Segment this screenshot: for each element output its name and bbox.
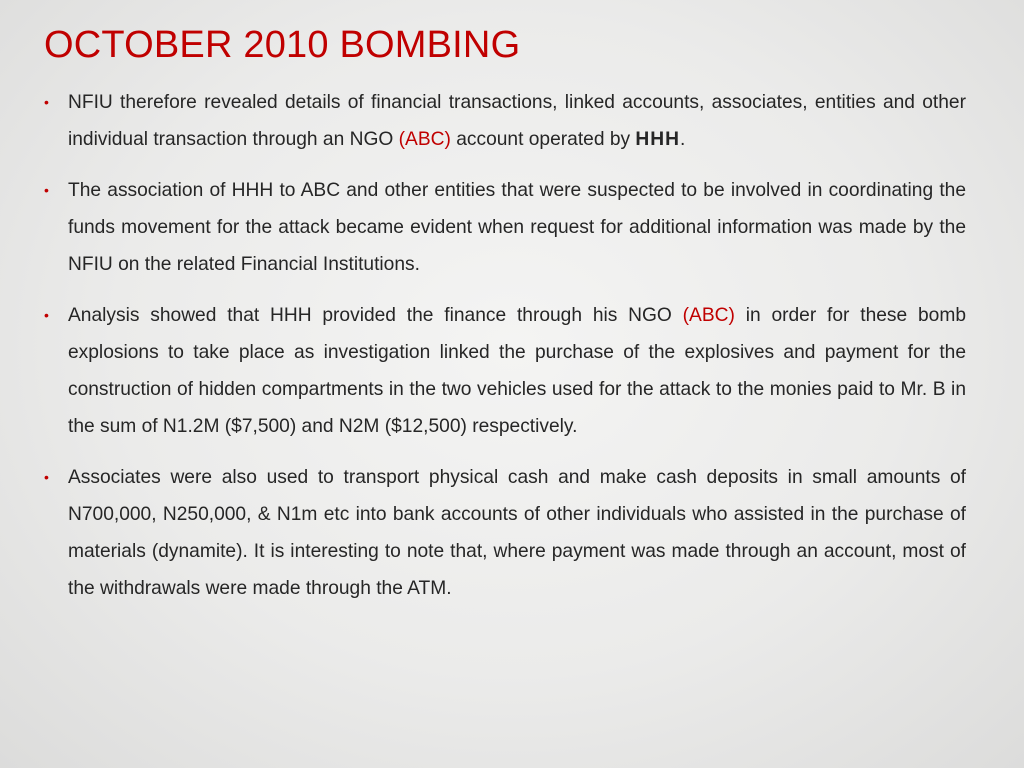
bullet-text: account operated by: [450, 129, 636, 150]
ngo-name-highlight: (ABC): [398, 129, 451, 150]
bullet-text: .: [680, 129, 686, 150]
slide-title: OCTOBER 2010 BOMBING: [44, 24, 521, 66]
bullet-text: Analysis showed that HHH provided the finance through his NGO: [68, 305, 683, 326]
bullet-item-association: [42, 172, 966, 283]
bullet-item-nfiu-details: [42, 84, 966, 158]
bullet-text: NFIU therefore revealed details of financial transactions, linked accounts, associates, entities and other individual transaction through an NGO: [68, 92, 966, 150]
bullet-marker: •: [44, 94, 49, 110]
bullet-marker: •: [44, 182, 49, 198]
bullet-marker: •: [44, 307, 49, 323]
bullet-text: Associates were also used to transport physical cash and make cash deposits in small amounts of N700,000, N250,000, & N1m etc into bank accounts of other individuals who assisted in the purchase of materials (dynamite). It is interesting to note that, where payment was made through an account, most of the withdrawals were made through the ATM.: [68, 467, 966, 599]
bullet-text: in order for these bomb explosions to take place as investigation linked the purchase of the explosives and payment for the construction of hidden compartments in the two vehicles used for the attack to the monies paid to Mr. B in the sum of N1.2M ($7,500) and N2M ($12,500) respectively.: [68, 305, 966, 437]
ngo-name-highlight: (ABC): [682, 305, 735, 326]
bullet-item-analysis: [42, 297, 966, 445]
bullet-item-associates: [42, 459, 966, 607]
bullet-list: [42, 84, 966, 621]
operator-name-highlight: HHH: [635, 129, 680, 150]
bullet-text: The association of HHH to ABC and other entities that were suspected to be involved in coordinating the funds movement for the attack became evident when request for additional information was made by the NFIU on the related Financial Institutions.: [68, 180, 966, 275]
bullet-marker: •: [44, 469, 49, 485]
